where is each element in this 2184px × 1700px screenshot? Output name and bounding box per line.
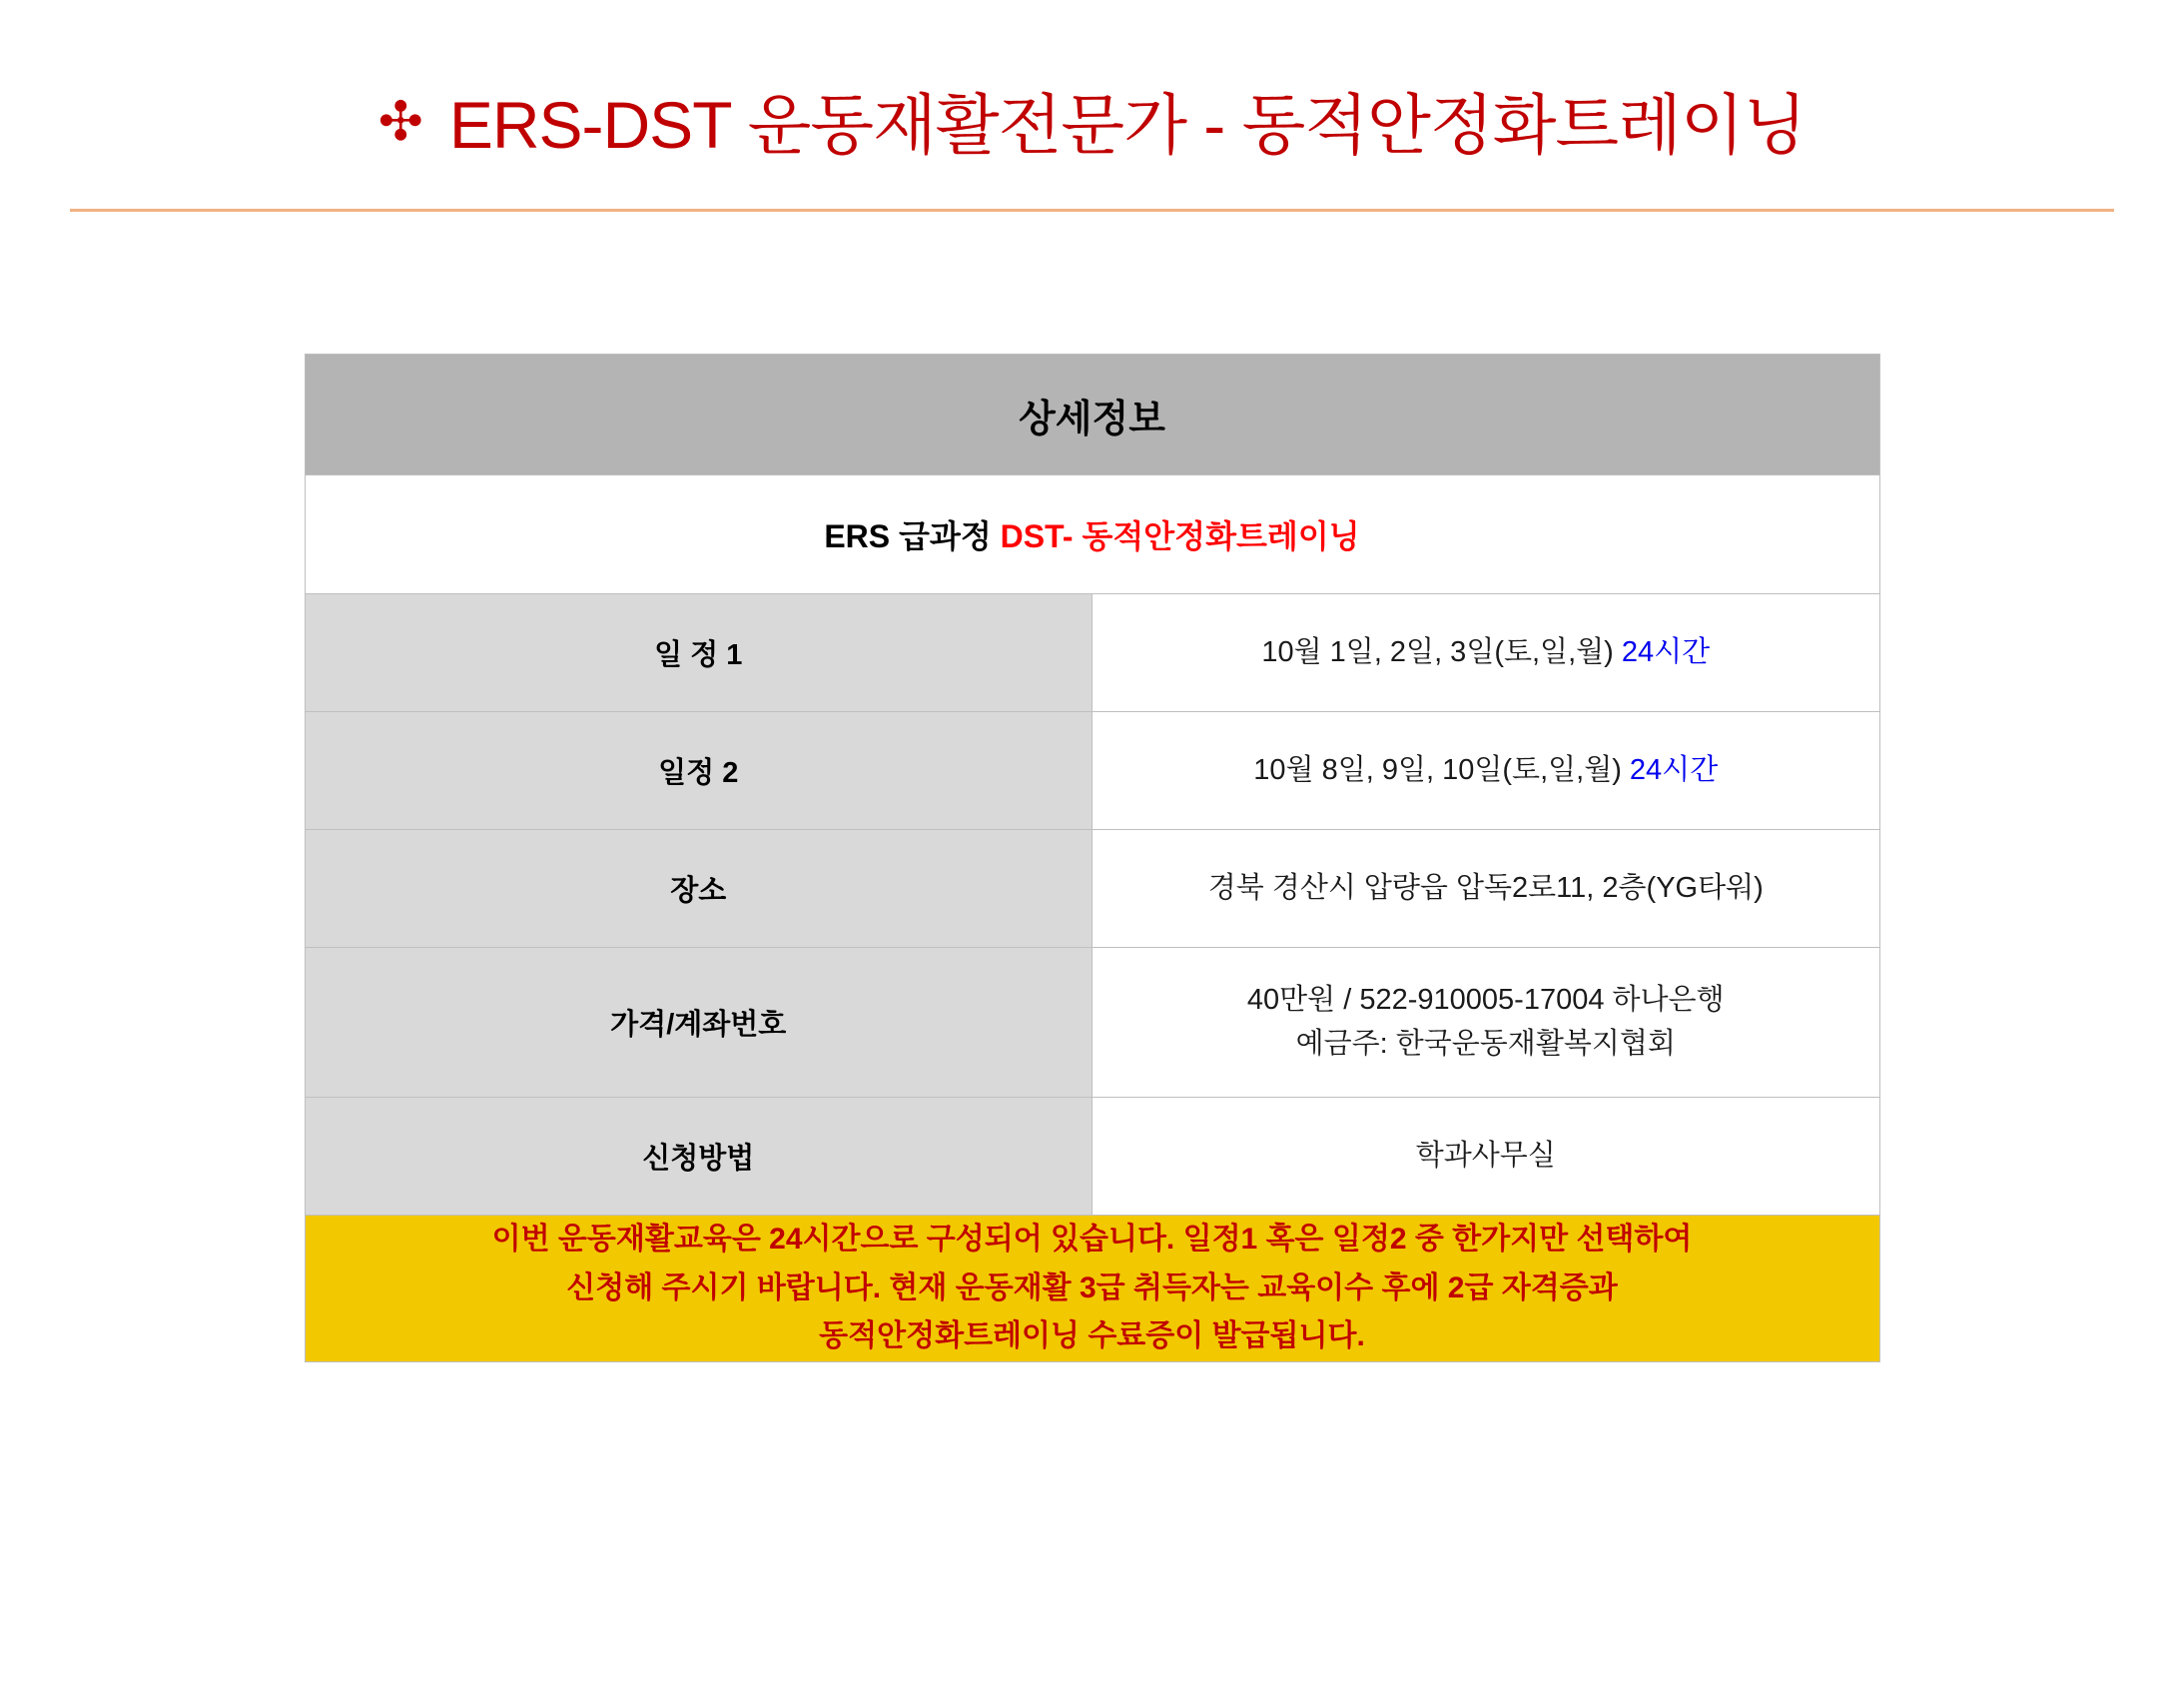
schedule-1-hours: 24시간 (1621, 635, 1711, 668)
page-title (0, 72, 2184, 167)
detail-table-wrapper (305, 354, 1880, 1362)
subheader-course-highlight: DST- 동적안정화트레이닝 (1000, 518, 1360, 554)
row-label-schedule-1: 일 정 1 (305, 594, 1092, 712)
price-account-line-2: 예금주: 한국운동재활복지협회 (1295, 1027, 1676, 1060)
row-label-location: 장소 (305, 830, 1092, 948)
notice-line-2: 신청해 주시기 바랍니다. 현재 운동재활 3급 취득자는 교육이수 후에 2급 자격증과 (566, 1271, 1618, 1304)
subheader-course-name: ERS 급과정 (824, 518, 1001, 554)
table-row (305, 1098, 1879, 1216)
notice-cell (305, 1216, 1879, 1362)
table-row (305, 948, 1879, 1098)
detail-table (305, 354, 1880, 1362)
row-label-price-account: 가격/계좌번호 (305, 948, 1092, 1098)
table-row (305, 830, 1879, 948)
notice-row (305, 1216, 1879, 1362)
row-value-schedule-2 (1092, 712, 1880, 830)
schedule-1-dates: 10월 1일, 2일, 3일(토,일,월) (1261, 635, 1622, 668)
table-header-row (305, 355, 1879, 475)
flower-bullet-icon: ✣ (377, 91, 423, 152)
row-value-location: 경북 경산시 압량읍 압독2로11, 2층(YG타워) (1092, 830, 1880, 948)
schedule-2-hours: 24시간 (1629, 753, 1719, 786)
schedule-2-dates: 10월 8일, 9일, 10일(토,일,월) (1253, 753, 1630, 786)
table-subheader-row (305, 475, 1879, 594)
table-subheader-cell (305, 475, 1879, 594)
row-label-application-method: 신청방법 (305, 1098, 1092, 1216)
row-value-application-method: 학과사무실 (1092, 1098, 1880, 1216)
row-label-schedule-2: 일정 2 (305, 712, 1092, 830)
notice-line-3: 동적안정화트레이닝 수료증이 발급됩니다. (819, 1319, 1365, 1353)
table-row (305, 594, 1879, 712)
row-value-schedule-1 (1092, 594, 1880, 712)
price-account-line-1: 40만원 / 522-910005-17004 하나은행 (1246, 984, 1725, 1016)
table-row (305, 712, 1879, 830)
page-title-text: ERS-DST 운동재활전문가 - 동적안정화트레이닝 (448, 88, 1807, 162)
row-value-price-account (1092, 948, 1880, 1098)
notice-line-1: 이번 운동재활교육은 24시간으로 구성되어 있습니다. 일정1 혹은 일정2 중 한가지만 선택하여 (491, 1223, 1693, 1256)
table-header-cell: 상세정보 (305, 355, 1879, 475)
title-divider (70, 209, 2114, 212)
